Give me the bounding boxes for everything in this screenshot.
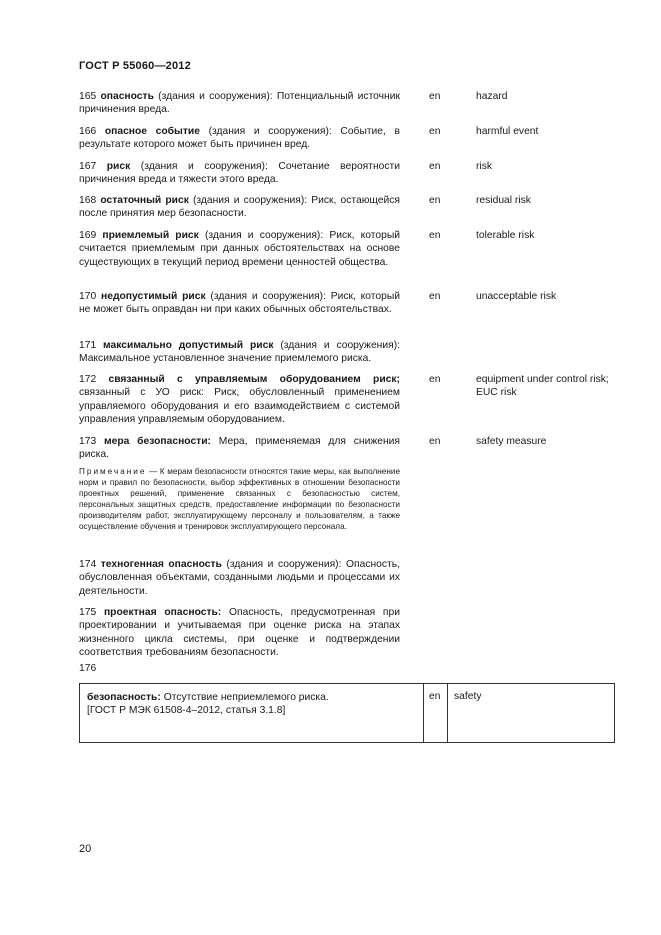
term-entry-174	[79, 558, 400, 598]
entry-term: опасность	[100, 91, 154, 102]
term-entry-167	[79, 160, 400, 187]
entry-number: 169	[79, 230, 97, 241]
term-entry-165	[79, 90, 400, 117]
note-label: Примечание	[79, 467, 147, 476]
term-entry-171	[79, 339, 400, 366]
entry-definition: (здания и сооружения): Событие, в результате которого может быть причинен вред.	[79, 126, 400, 151]
entry-number: 170	[79, 291, 97, 302]
term-entry-175	[79, 606, 400, 659]
entry-number: 173	[79, 436, 97, 447]
column-divider	[447, 684, 448, 742]
entry-term: техногенная опасность	[100, 559, 222, 570]
page-number: 20	[79, 843, 92, 855]
entry-term: приемлемый риск	[102, 230, 199, 241]
entry-number: 176	[79, 663, 97, 674]
entry-term: мера безопасности:	[104, 436, 211, 447]
entry-en-term: tolerable risk	[476, 230, 535, 241]
entry-en-term: hazard	[476, 91, 508, 102]
entry-reference: [ГОСТ Р МЭК 61508-4–2012, статья 3.1.8]	[87, 705, 286, 717]
entry-definition: (здания и сооружения): Риск, который считается приемлемым при данных обстоятельствах на основе существующих в текущий период времени ценностей общества.	[79, 230, 400, 268]
term-entry-166	[79, 125, 400, 152]
entry-term: безопасность:	[87, 692, 161, 703]
entry-number: 166	[79, 126, 97, 137]
entry-lang: en	[429, 91, 441, 102]
term-entry-169	[79, 229, 400, 269]
entry-definition: (здания и сооружения): Риск, остающейся после принятия мер безопасности.	[79, 195, 400, 220]
entry-en-term: residual risk	[476, 195, 531, 206]
entry-number: 165	[79, 91, 97, 102]
entry-lang: en	[429, 126, 441, 137]
entry-definition: Опасность, предусмотренная при проектировании и учитываемая при оценке риска на этапах жизненного цикла системы, при оценке и подтверждении соответствия требованиям безопасности.	[79, 607, 400, 658]
entry-en-term: harmful event	[476, 126, 539, 137]
entry-en-term: safety	[454, 691, 482, 702]
entry-term: риск	[106, 161, 131, 172]
entry-en-term: equipment under control risk; EUC risk	[476, 374, 609, 399]
entry-176-definition	[87, 691, 417, 718]
term-entry-168	[79, 194, 400, 221]
entry-term: остаточный риск	[100, 195, 189, 206]
entry-definition: Мера, применяемая для снижения риска.	[79, 436, 400, 461]
entry-number: 174	[79, 559, 97, 570]
entry-lang: en	[429, 161, 441, 172]
entry-lang: en	[429, 291, 441, 302]
entry-lang: en	[429, 230, 441, 241]
term-entry-173	[79, 435, 400, 462]
entry-definition: Отсутствие неприемлемого риска.	[160, 692, 329, 703]
entry-number: 172	[79, 374, 97, 385]
entry-term: связанный с управляемым оборудованием риск;	[108, 374, 400, 385]
entry-number: 168	[79, 195, 97, 206]
entry-definition: (здания и сооружения): Сочетание вероятности причинения вреда и тяжести этого вреда.	[79, 161, 400, 186]
entry-number: 175	[79, 607, 97, 618]
entry-definition: (здания и сооружения): Опасность, обусловленная объектами, созданными людьми и процессами их деятельности.	[79, 559, 400, 597]
entry-en-term: safety measure	[476, 436, 547, 447]
entry-definition: (здания и сооружения): Потенциальный источник причинения вреда.	[79, 91, 400, 116]
entry-en-term: unacceptable risk	[476, 291, 557, 302]
entry-lang: en	[429, 691, 441, 702]
term-entry-170	[79, 290, 400, 317]
entry-number: 171	[79, 340, 97, 351]
entry-term: максимально допустимый риск	[103, 340, 274, 351]
note-text: — К мерам безопасности относятся такие меры, как выполнение норм и правил по безопасности, выбор эффективных в отношении безопасности проектных решений, применение связанных с безопасностью систем, персональных защитных средств, предоставление информации по безопасности производителям работ, эксплуатирующему персоналу и пользователям, а также осуществление обучения и тренировок эксплуатирующего персонала.	[79, 467, 400, 531]
note	[79, 466, 400, 532]
term-entry-172	[79, 373, 400, 426]
entry-lang: en	[429, 436, 441, 447]
entry-definition: (здания и сооружения): Риск, который не может быть оправдан ни при каких обычных обстоятельствах.	[79, 291, 400, 316]
entry-en-term: risk	[476, 161, 493, 172]
entry-number: 167	[79, 161, 97, 172]
entry-definition: связанный с УО риск: Риск, обусловленный применением управляемого оборудования и его взаимодействием с системой управления управляемым оборудованием.	[79, 387, 400, 425]
entry-definition: (здания и сооружения): Максимальное установленное значение приемлемого риска.	[79, 340, 400, 365]
entry-term: недопустимый риск	[101, 291, 206, 302]
entry-lang: en	[429, 195, 441, 206]
entry-lang: en	[429, 374, 441, 385]
document-header: ГОСТ Р 55060—2012	[79, 60, 191, 72]
term-entry-176-box	[79, 683, 615, 743]
entry-term: проектная опасность:	[103, 607, 222, 618]
entry-term: опасное событие	[104, 126, 200, 137]
column-divider	[423, 684, 424, 742]
